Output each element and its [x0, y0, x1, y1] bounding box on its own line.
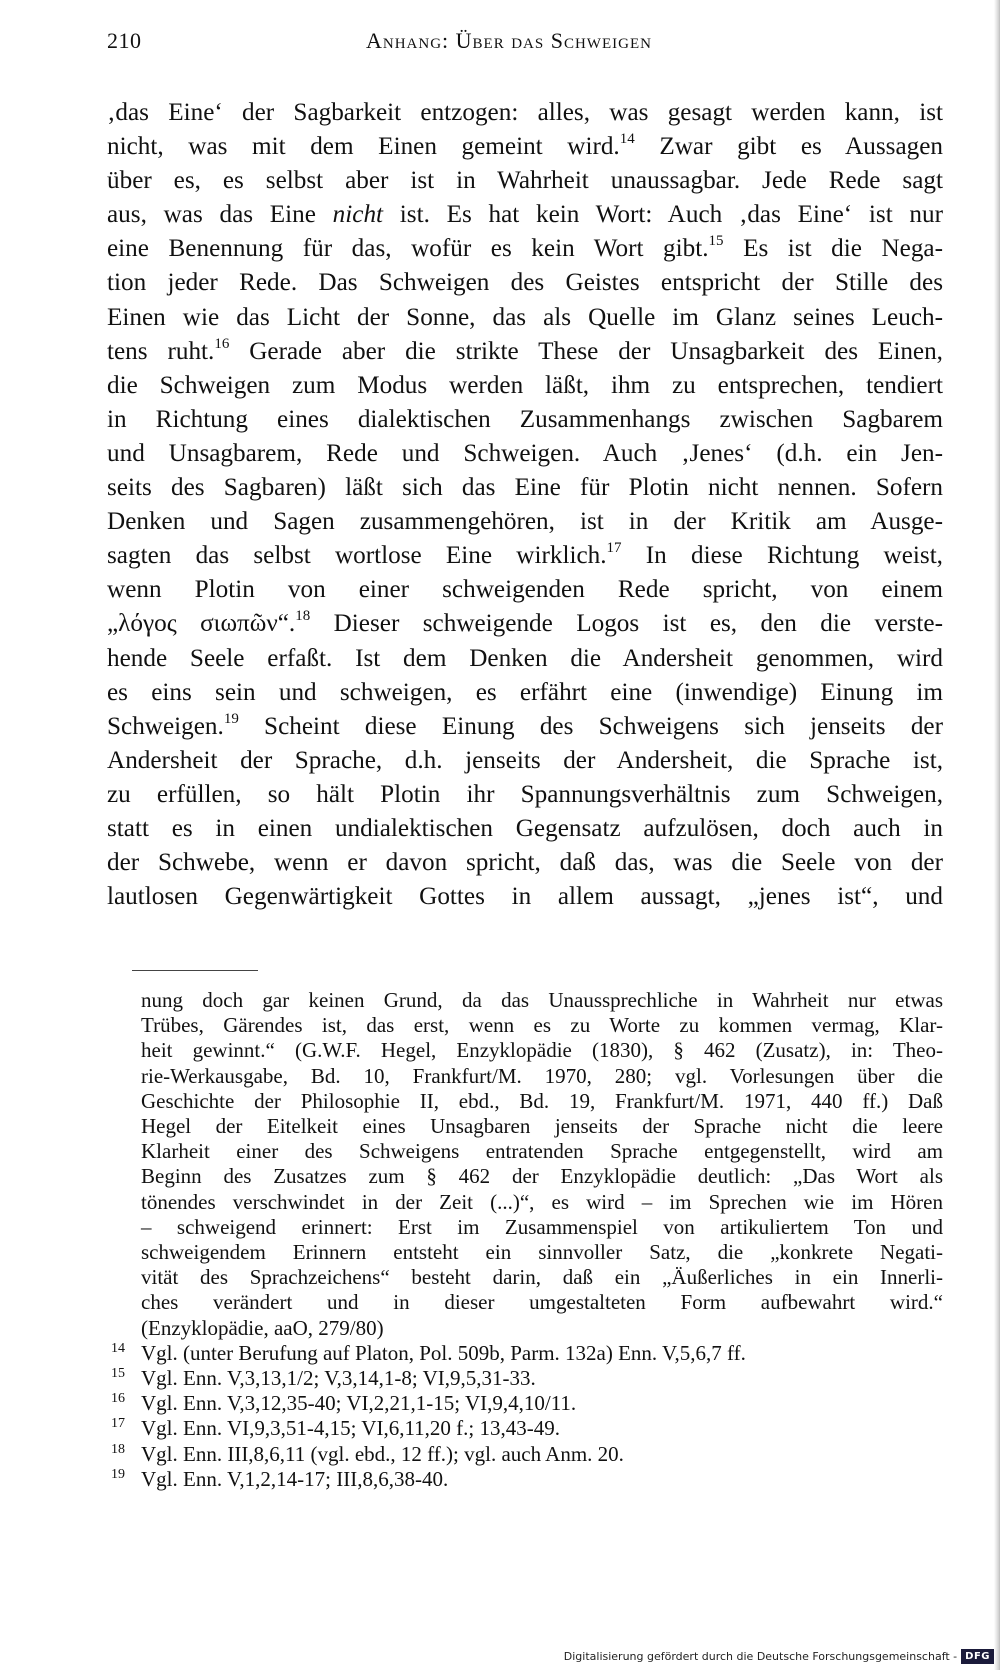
emphasis: nicht	[332, 201, 384, 229]
footnote-text: Vgl. Enn. VI,9,3,51-4,15; VI,6,11,20 f.; 13,43-49.	[141, 1416, 561, 1441]
main-text-block	[107, 96, 943, 914]
body-line: eine Benennung für das, wofür es kein Wort gibt.$^{15}$ Es ist die Nega-	[107, 233, 943, 263]
footnote-17	[107, 1416, 943, 1441]
footnote-line: ches verändert und in dieser umgestalteten Form aufbewahrt wird.“	[141, 1290, 943, 1315]
footnote-text: Vgl. Enn. V,3,13,1/2; V,3,14,1-8; VI,9,5,31-33.	[141, 1366, 536, 1391]
body-line: hende Seele erfaßt. Ist dem Denken die Andersheit genommen, wird	[107, 644, 943, 672]
body-line: sagten das selbst wortlose Eine wirklich.$^{17}$ In diese Richtung weist,	[107, 540, 943, 570]
body-line: es eins sein und schweigen, es erfährt eine (inwendige) Einung im	[107, 678, 943, 706]
footnote-text: Vgl. (unter Berufung auf Platon, Pol. 509b, Parm. 132a) Enn. V,5,6,7 ff.	[141, 1340, 746, 1365]
footnote-line: Hegel der Eitelkeit eines Unsagbaren jenseits der Sprache nicht die leere	[141, 1114, 943, 1139]
body-line: Denken und Sagen zusammengehören, ist in der Kritik am Ausge-	[107, 508, 943, 536]
body-line: ‚das Eine‘ der Sagbarkeit entzogen: alles, was gesagt werden kann, ist	[107, 99, 943, 126]
page-edge-shadow	[994, 0, 1000, 1670]
body-line: zu erfüllen, so hält Plotin ihr Spannungsverhältnis zum Schweigen,	[107, 780, 943, 808]
footnote-line: – schweigend erinnert: Erst im Zusammenspiel von artikuliertem Ton und	[141, 1214, 943, 1239]
footnote-14	[107, 1341, 943, 1366]
body-line: lautlosen Gegenwärtigkeit Gottes in allem aussagt, „jenes ist“, und	[107, 883, 943, 911]
footnote-number: 18	[111, 1441, 125, 1457]
footnote-line: heit gewinnt.“ (G.W.F. Hegel, Enzyklopädie (1830), § 462 (Zusatz), in: Theo-	[141, 1038, 943, 1063]
footnote-line: (Enzyklopädie, aaO, 279/80)	[141, 1315, 384, 1340]
footnote-line: Klarheit einer des Schweigens entratenden Sprache entgegenstellt, wird am	[141, 1139, 943, 1164]
body-line: „λόγος σιωπῶν“.$^{18}$ Dieser schweigende Logos ist es, den die verste-	[107, 608, 943, 638]
footnote-line: Beginn des Zusatzes zum § 462 der Enzyklopädie deutlich: „Das Wort als	[141, 1164, 943, 1189]
body-line: nicht, was mit dem Einen gemeint wird.$^{14}$ Zwar gibt es Aussagen	[107, 131, 943, 161]
footnote-line: Geschichte der Philosophie II, ebd., Bd. 19, Frankfurt/M. 1971, 440 ff.) Daß	[141, 1088, 943, 1113]
footnote-line: vität des Sprachzeichens“ besteht darin, daß ein „Äußerliches in ein Innerli-	[141, 1265, 943, 1290]
footnote-line: rie-Werkausgabe, Bd. 10, Frankfurt/M. 1970, 280; vgl. Vorlesungen über die	[141, 1063, 943, 1088]
footnote-text: Vgl. Enn. V,3,12,35-40; VI,2,21,1-15; VI,9,4,10/11.	[141, 1391, 577, 1416]
footnote-text: Vgl. Enn. III,8,6,11 (vgl. ebd., 12 ff.); vgl. auch Anm. 20.	[141, 1441, 624, 1466]
page-number: 210	[107, 28, 142, 53]
body-line: tion jeder Rede. Das Schweigen des Geistes entspricht der Stille des	[107, 269, 943, 297]
body-line: und Unsagbarem, Rede und Schweigen. Auch ‚Jenes‘ (d.h. ein Jen-	[107, 439, 943, 467]
body-line: wenn Plotin von einer schweigenden Rede spricht, von einem	[107, 576, 943, 604]
credit-text: Digitalisierung gefördert durch die Deutsche Forschungsgemeinschaft -	[563, 1649, 958, 1663]
body-line: in Richtung eines dialektischen Zusammenhangs zwischen Sagbarem	[107, 405, 943, 433]
body-line: aus, was das Eine nicht ist. Es hat kein Wort: Auch ‚das Eine‘ ist nur	[107, 201, 943, 229]
body-line: Andersheit der Sprache, d.h. jenseits der Andersheit, die Sprache ist,	[107, 746, 943, 774]
running-title: Anhang: Über das Schweigen	[366, 28, 652, 53]
footnote-15	[107, 1366, 943, 1391]
body-line: statt es in einen undialektischen Gegensatz aufzulösen, doch auch in	[107, 814, 943, 842]
footnote-line: tönendes verschwindet in der Zeit (...)“, es wird – im Sprechen wie im Hören	[141, 1189, 943, 1214]
body-line: Schweigen.$^{19}$ Scheint diese Einung des Schweigens sich jenseits der	[107, 710, 943, 740]
footnote-number: 17	[111, 1416, 125, 1432]
footnote-ref[interactable]: 18	[295, 608, 311, 625]
body-line: seits des Sagbaren) läßt sich das Eine für Plotin nicht nennen. Sofern	[107, 474, 943, 502]
footnote-ref[interactable]: 19	[223, 710, 239, 727]
footnote-line: Trübes, Gärendes ist, das erst, wenn es zu Worte zu kommen vermag, Klar-	[141, 1013, 943, 1038]
footnote-ref[interactable]: 15	[708, 233, 724, 250]
footnote-ref[interactable]: 17	[606, 540, 622, 557]
footnote-continuation	[141, 988, 943, 1341]
footnote-number: 16	[111, 1391, 125, 1407]
footnote-ref[interactable]: 16	[214, 335, 230, 352]
footnote-line: nung doch gar keinen Grund, da das Unaussprechliche in Wahrheit nur etwas	[141, 988, 943, 1012]
footnote-number: 14	[111, 1340, 125, 1356]
body-line: tens ruht.$^{16}$ Gerade aber die strikte These der Unsagbarkeit des Einen,	[107, 335, 943, 365]
footnote-number: 15	[111, 1366, 125, 1382]
body-line: über es, es selbst aber ist in Wahrheit unaussagbar. Jede Rede sagt	[107, 167, 943, 195]
running-header	[107, 28, 947, 62]
body-line: Einen wie das Licht der Sonne, das als Quelle im Glanz seines Leuch-	[107, 303, 943, 331]
footnote-19	[107, 1467, 943, 1492]
footnote-number: 19	[111, 1466, 125, 1482]
footnotes-block	[107, 988, 943, 1492]
footnote-16	[107, 1391, 943, 1416]
footnote-ref[interactable]: 14	[619, 131, 635, 148]
footnote-18	[107, 1442, 943, 1467]
digitization-credit	[564, 1646, 994, 1666]
footnote-line: schweigendem Erinnern entsteht ein sinnvoller Satz, die „konkrete Negati-	[141, 1240, 943, 1265]
body-line: die Schweigen zum Modus werden läßt, ihm zu entsprechen, tendiert	[107, 371, 943, 399]
dfg-logo: DFG	[961, 1649, 994, 1664]
body-line: der Schwebe, wenn er davon spricht, daß das, was die Seele von der	[107, 849, 943, 877]
footnote-separator	[132, 970, 258, 971]
footnote-text: Vgl. Enn. V,1,2,14-17; III,8,6,38-40.	[141, 1466, 449, 1491]
